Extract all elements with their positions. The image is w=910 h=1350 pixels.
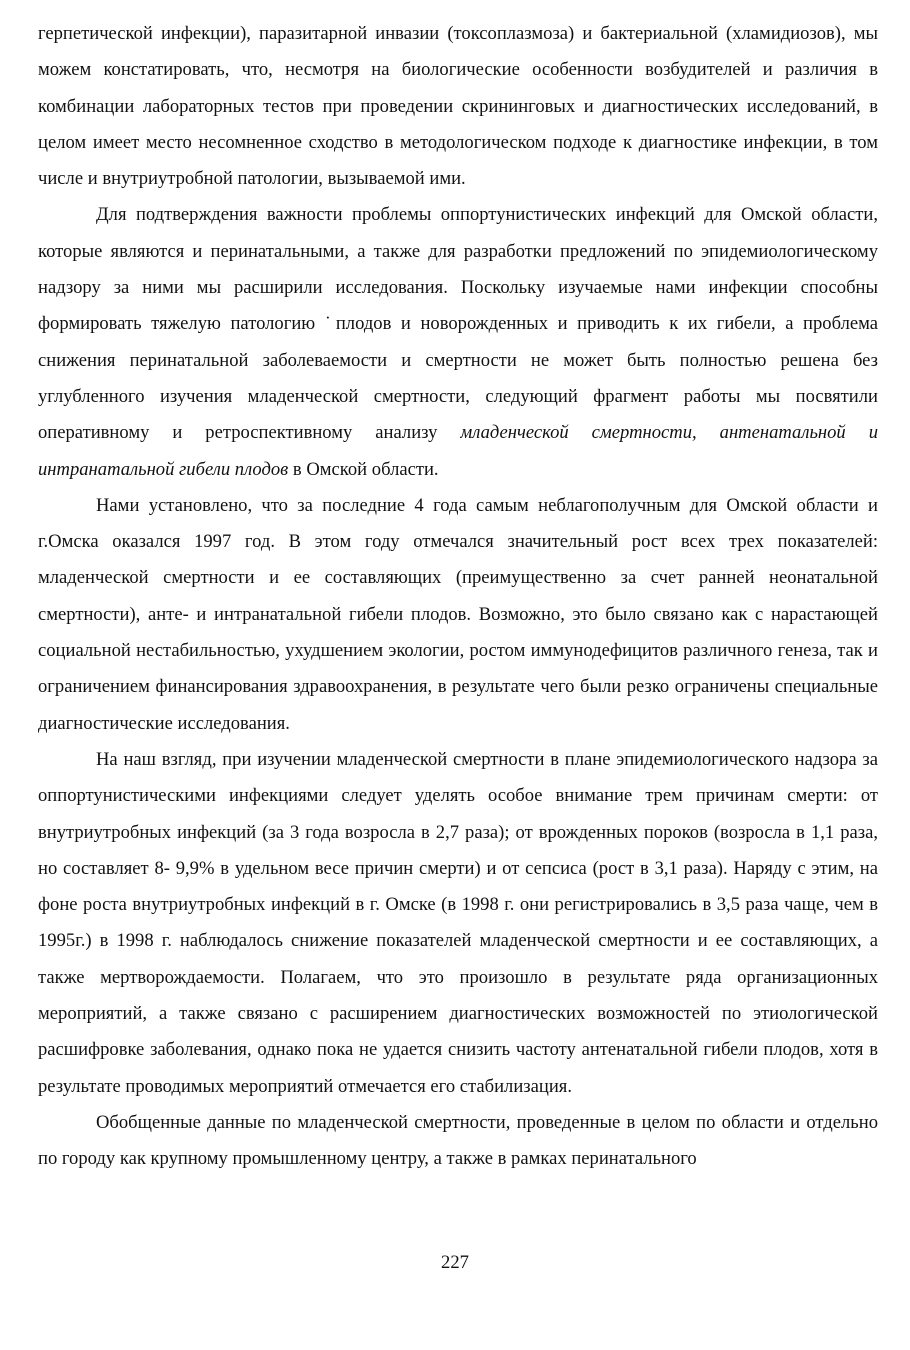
paragraph-5: Обобщенные данные по младенческой смертности, проведенные в целом по области и отдельно по городу как крупному промышленному центру, а также в рамках перинатального: [38, 1111, 878, 1170]
paragraph-4: На наш взгляд, при изучении младенческой смертности в плане эпидемиологического надзора за оппортунистическими инфекциями следует уделять особое внимание трем причинам смерти: от внутриутробных инфекций (за 3 года возросла в 2,7 раза); от врожденных пороков (возросла в 1,1 раза, но составляет 8- 9,9% в удельном весе причин смерти) и от сепсиса (рост в 3,1 раза). Наряду с этим, на фоне роста внутриутробных инфекций в г. Омске (в 1998 г. они регистрировались в 3,5 раза чаще, чем в 1995г.) в 1998 г. наблюдалось снижение показателей младенческой смертности и ее составляющих, а также мертворождаемости. Полагаем, что это произошло в результате ряда организационных мероприятий, а также связано с расширением диагностических возможностей по этиологической расшифровке заболевания, однако пока не удается снизить частоту антенатальной гибели плодов, хотя в результате проводимых мероприятий отмечается его стабилизация.: [38, 748, 878, 1097]
paragraph-3: Нами установлено, что за последние 4 года самым неблагополучным для Омской области и г.Омска оказался 1997 год. В этом году отмечался значительный рост всех трех показателей: младенческой смертности и ее составляющих (преимущественно за счет ранней неонатальной смертности), анте- и интранатальной гибели плодов. Возможно, это было связано как с нарастающей социальной нестабильностью, ухудшением экологии, ростом иммунодефицитов различного генеза, так и ограничением финансирования здравоохранения, в результате чего были резко ограничены специальные диагностические исследования.: [38, 494, 878, 734]
paragraph-2-text-end: в Омской области.: [288, 458, 439, 480]
paragraph-1: герпетической инфекции), паразитарной инвазии (токсоплазмоза) и бактериальной (хламидиозов), мы можем констатировать, что, несмотря на биологические особенности возбудителей и различия в комбинации лабораторных тестов при проведении скрининговых и диагностических исследований, в целом имеет место несомненное сходство в методологическом подходе к диагностике инфекции, в том числе и внутриутробной патологии, вызываемой ими.: [38, 23, 878, 190]
paragraph-2-italic-term: младенческой смертности, антенатальной и интранатальной гибели плодов: [38, 422, 878, 480]
paragraph-2: [38, 197, 878, 487]
page-body: [38, 16, 878, 1178]
paragraph-2-text-start: Для подтверждения важности проблемы оппортунистических инфекций для Омской области, которые являются и перинатальными, а также для разработки предложений по эпидемиологическому надзору за ними мы расширили исследования. Поскольку изучаемые нами инфекции способны формировать тяжелую патологию ˙плодов и новорожденных и приводить к их гибели, а проблема снижения перинатальной заболеваемости и смертности не может быть полностью решена без углубленного изучения младенческой смертности, следующий фрагмент работы мы посвятили оперативному и ретроспективному анализу: [38, 204, 878, 444]
page-number: 227: [441, 1252, 469, 1273]
